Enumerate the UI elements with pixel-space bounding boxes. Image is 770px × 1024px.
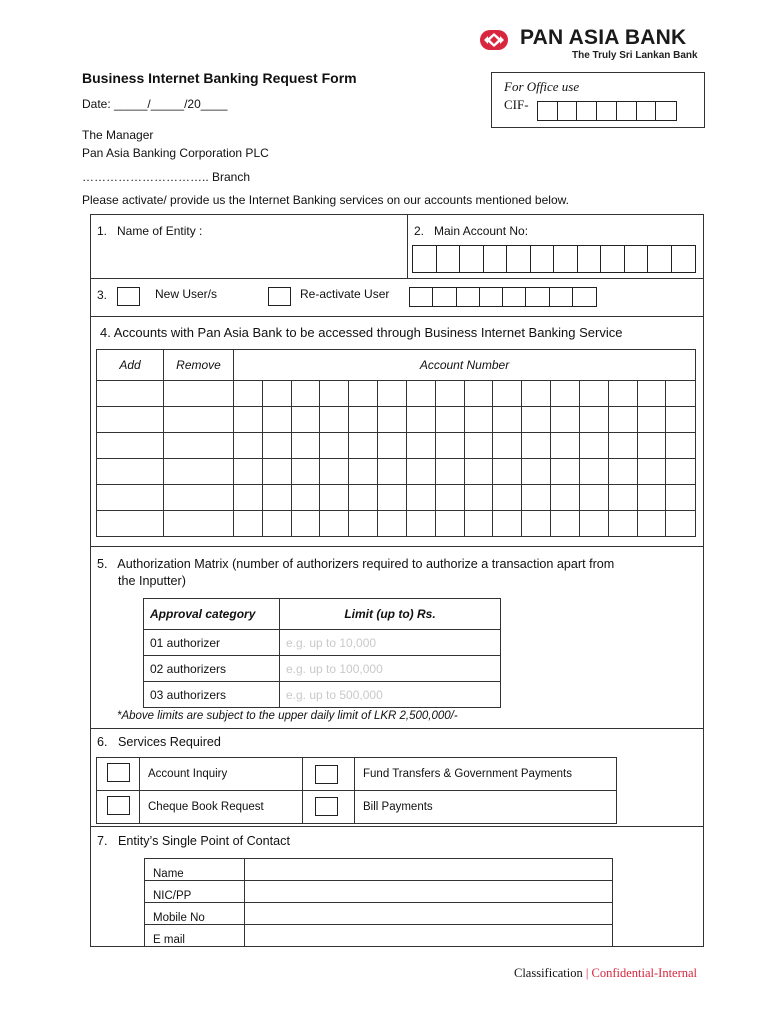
add-cell[interactable] [97,511,164,537]
add-cell[interactable] [97,485,164,511]
add-cell[interactable] [97,433,164,459]
section6-title: 6. Services Required [97,735,221,749]
limit-input[interactable]: e.g. up to 500,000 [280,682,501,708]
authorization-matrix [143,598,501,708]
contact-nic-field[interactable] [245,881,613,903]
remove-cell[interactable] [164,381,234,407]
fund-transfers-checkbox[interactable] [315,765,338,784]
add-cell[interactable] [97,381,164,407]
remove-cell[interactable] [164,511,234,537]
approval-category: 01 authorizer [144,630,280,656]
account-inquiry-checkbox[interactable] [107,763,130,782]
form-title: Business Internet Banking Request Form [82,70,357,86]
bank-tagline: The Truly Sri Lankan Bank [572,50,698,61]
accounts-table [96,349,696,537]
entity-name-label: 1. Name of Entity : [97,224,203,238]
fund-transfers-label: Fund Transfers & Government Payments [355,758,617,791]
cif-input-cells[interactable] [537,101,677,121]
bank-name: PAN ASIA BANK [520,26,687,49]
reactivate-user-checkbox[interactable] [268,287,291,306]
bank-logo [476,26,698,62]
col-add-header: Add [97,350,164,381]
classification-level: Confidential-Internal [591,966,698,980]
contact-mobile-label: Mobile No [145,903,245,925]
main-account-cells[interactable] [412,245,696,273]
col-remove-header: Remove [164,350,234,381]
branch-line[interactable]: ………………………….. Branch [82,170,251,184]
limits-note: *Above limits are subject to the upper daily limit of LKR 2,500,000/- [117,710,458,722]
remove-cell[interactable] [164,459,234,485]
table-row [144,656,501,682]
limit-header: Limit (up to) Rs. [280,599,501,630]
services-table [96,757,617,824]
approval-category-header: Approval category [144,599,280,630]
add-cell[interactable] [97,407,164,433]
contact-table [144,858,613,947]
new-user-label: New User/s [155,287,218,301]
contact-email-field[interactable] [245,925,613,947]
contact-nic-label: NIC/PP [145,881,245,903]
limit-input[interactable]: e.g. up to 10,000 [280,630,501,656]
remove-cell[interactable] [164,407,234,433]
section3-number: 3. [97,288,108,302]
table-row [144,682,501,708]
bill-payments-label: Bill Payments [355,791,617,824]
contact-name-label: Name [145,859,245,881]
section7-title: 7. Entity’s Single Point of Contact [97,834,290,848]
remove-cell[interactable] [164,433,234,459]
limit-input[interactable]: e.g. up to 100,000 [280,656,501,682]
intro-text: Please activate/ provide us the Internet Banking services on our accounts mentioned below. [82,193,569,207]
section5-title-line1: 5. Authorization Matrix (number of authorizers required to authorize a transaction apart from [97,557,615,571]
table-row [97,407,696,433]
contact-email-label: E mail [145,925,245,947]
classification-separator: | [585,966,589,980]
classification-footer [514,966,697,981]
col-account-header: Account Number [234,350,696,381]
remove-cell[interactable] [164,485,234,511]
table-row [97,485,696,511]
reactivate-user-cells[interactable] [409,287,597,307]
main-account-label: 2. Main Account No: [414,224,529,238]
cheque-book-label: Cheque Book Request [140,791,303,824]
table-row [97,511,696,537]
entity-name-field[interactable] [92,242,404,276]
add-cell[interactable] [97,459,164,485]
approval-category: 02 authorizers [144,656,280,682]
office-use-label: For Office use [504,79,580,94]
section5-title-line2: the Inputter) [118,574,186,588]
reactivate-user-label: Re-activate User [300,287,390,301]
contact-name-field[interactable] [245,859,613,881]
new-user-checkbox[interactable] [117,287,140,306]
section4-title: 4. Accounts with Pan Asia Bank to be accessed through Business Internet Banking Service [100,325,623,340]
table-row [97,381,696,407]
addressee-line1: The Manager [82,128,154,142]
table-row [144,630,501,656]
account-inquiry-label: Account Inquiry [140,758,303,791]
approval-category: 03 authorizers [144,682,280,708]
bank-logo-icon [476,28,512,52]
classification-label: Classification [514,966,583,980]
office-use-box [491,72,705,128]
date-line[interactable]: Date: _____/_____/20____ [82,97,228,111]
cheque-book-checkbox[interactable] [107,796,130,815]
bill-payments-checkbox[interactable] [315,797,338,816]
cif-label: CIF- [504,97,529,112]
table-row [97,459,696,485]
contact-mobile-field[interactable] [245,903,613,925]
addressee-line2: Pan Asia Banking Corporation PLC [82,146,269,160]
table-row [97,433,696,459]
